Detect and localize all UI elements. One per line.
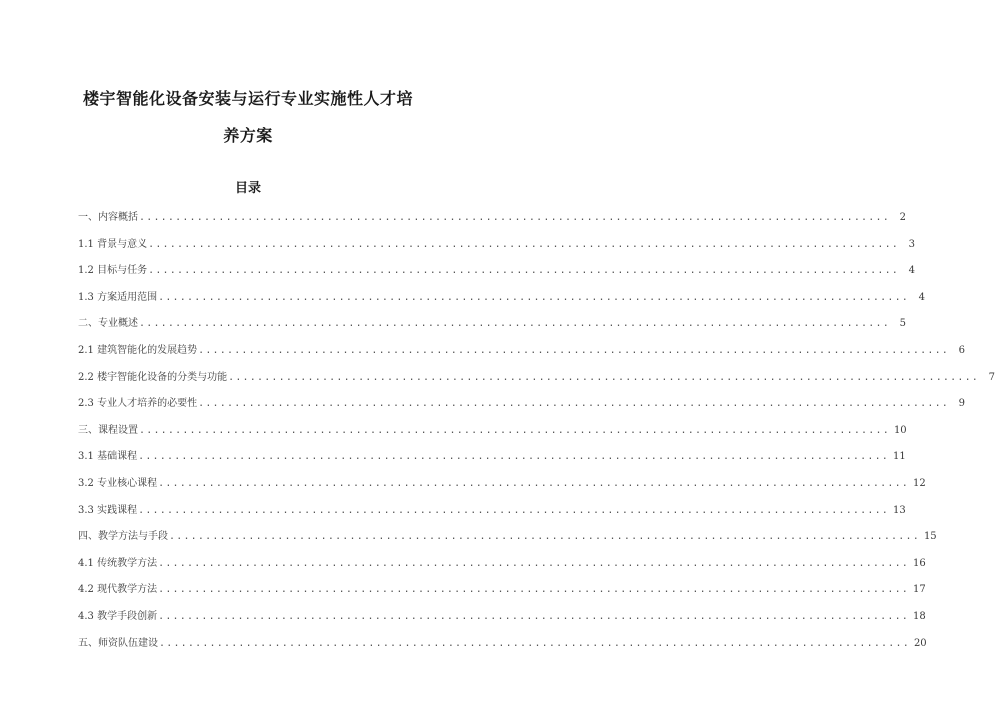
toc-leader-dots: ........................................................................................................ bbox=[139, 424, 890, 436]
toc-leader-dots: ........................................................................................................ bbox=[158, 610, 910, 622]
toc-entry-label: 一、内容概括 bbox=[78, 212, 138, 223]
toc-leader-dots: ........................................................................................................ bbox=[198, 398, 950, 410]
toc-entry[interactable] bbox=[78, 311, 906, 338]
toc-entry-label: 1.2 目标与任务 bbox=[78, 265, 148, 277]
toc-entry-label: 4.1 传统教学方法 bbox=[78, 557, 158, 569]
toc-entry[interactable] bbox=[78, 551, 926, 578]
toc-entry-label: 4.3 教学手段创新 bbox=[78, 610, 158, 622]
toc-entry[interactable] bbox=[78, 232, 916, 259]
document-title-line-2: 养方案 bbox=[223, 126, 273, 145]
toc-entry[interactable] bbox=[78, 604, 926, 631]
toc-leader-dots: ........................................................................................................ bbox=[158, 557, 910, 569]
toc-entry-label: 2.1 建筑智能化的发展趋势 bbox=[78, 344, 198, 356]
toc-entry[interactable] bbox=[78, 471, 926, 498]
toc-entry-label: 三、课程设置 bbox=[78, 424, 138, 436]
toc-leader-dots: ........................................................................................................ bbox=[148, 238, 900, 250]
document-title-line-1: 楼宇智能化设备安装与运行专业实施性人才培 bbox=[82, 89, 413, 108]
toc-entry-page-number: 2 bbox=[899, 212, 906, 223]
toc-entry-label: 2.2 楼宇智能化设备的分类与功能 bbox=[78, 371, 228, 383]
toc-leader-dots: ........................................................................................................ bbox=[158, 291, 910, 303]
toc-entry-label: 五、师资队伍建设 bbox=[78, 637, 158, 649]
toc-entry-page-number: 7 bbox=[988, 371, 995, 383]
toc-leader-dots: ........................................................................................................ bbox=[169, 531, 920, 543]
toc-entry-label: 3.1 基础课程 bbox=[78, 451, 138, 463]
toc-entry[interactable] bbox=[78, 524, 937, 551]
toc-entry[interactable] bbox=[78, 418, 907, 445]
toc-entry[interactable] bbox=[78, 577, 926, 604]
toc-entry[interactable] bbox=[78, 391, 966, 418]
toc-leader-dots: ........................................................................................................ bbox=[138, 504, 890, 516]
toc-entry[interactable] bbox=[78, 205, 906, 232]
toc-entry-label: 2.3 专业人才培养的必要性 bbox=[78, 398, 198, 410]
toc-entry-label: 二、专业概述 bbox=[78, 318, 138, 330]
toc-entry[interactable] bbox=[78, 444, 906, 471]
toc-entry-page-number: 17 bbox=[913, 584, 926, 596]
toc-leader-dots: ........................................................................................................ bbox=[139, 212, 890, 223]
toc-entry-page-number: 18 bbox=[913, 610, 926, 622]
toc-entry-page-number: 20 bbox=[913, 637, 927, 649]
toc-leader-dots: ........................................................................................................ bbox=[159, 637, 910, 649]
toc-entry[interactable] bbox=[78, 498, 906, 525]
toc-entry-page-number: 13 bbox=[893, 504, 906, 516]
toc-entry[interactable] bbox=[78, 338, 966, 365]
toc-leader-dots: ........................................................................................................ bbox=[138, 451, 890, 463]
toc-entry-page-number: 6 bbox=[958, 344, 966, 356]
toc-heading: 目录 bbox=[234, 181, 261, 196]
toc-entry-page-number: 4 bbox=[908, 265, 916, 277]
toc-entry-page-number: 3 bbox=[908, 238, 916, 250]
toc-entry-page-number: 9 bbox=[958, 398, 966, 410]
toc-entry[interactable] bbox=[78, 631, 927, 658]
toc-entry-page-number: 10 bbox=[893, 424, 907, 436]
toc-entry-page-number: 5 bbox=[899, 318, 906, 330]
toc-leader-dots: ........................................................................................................ bbox=[148, 265, 900, 277]
toc-entry-page-number: 16 bbox=[913, 557, 926, 569]
toc-entry-page-number: 4 bbox=[918, 291, 926, 303]
toc-entry-page-number: 12 bbox=[913, 477, 926, 489]
toc-entry-label: 4.2 现代教学方法 bbox=[78, 584, 158, 596]
toc-entry-label: 四、教学方法与手段 bbox=[78, 531, 168, 543]
table-of-contents bbox=[78, 205, 995, 657]
toc-entry-label: 3.3 实践课程 bbox=[78, 504, 138, 516]
toc-entry[interactable] bbox=[78, 285, 926, 312]
toc-entry-label: 3.2 专业核心课程 bbox=[78, 477, 158, 489]
toc-leader-dots: ........................................................................................................ bbox=[198, 344, 950, 356]
toc-entry-page-number: 15 bbox=[923, 531, 937, 543]
toc-entry-label: 1.3 方案适用范围 bbox=[78, 291, 158, 303]
toc-leader-dots: ........................................................................................................ bbox=[139, 318, 890, 330]
toc-leader-dots: ........................................................................................................ bbox=[228, 371, 980, 383]
toc-leader-dots: ........................................................................................................ bbox=[158, 477, 910, 489]
toc-entry-page-number: 11 bbox=[893, 451, 906, 463]
toc-entry-label: 1.1 背景与意义 bbox=[78, 238, 148, 250]
toc-entry[interactable] bbox=[78, 258, 916, 285]
toc-entry[interactable] bbox=[78, 365, 995, 392]
toc-leader-dots: ........................................................................................................ bbox=[158, 584, 910, 596]
